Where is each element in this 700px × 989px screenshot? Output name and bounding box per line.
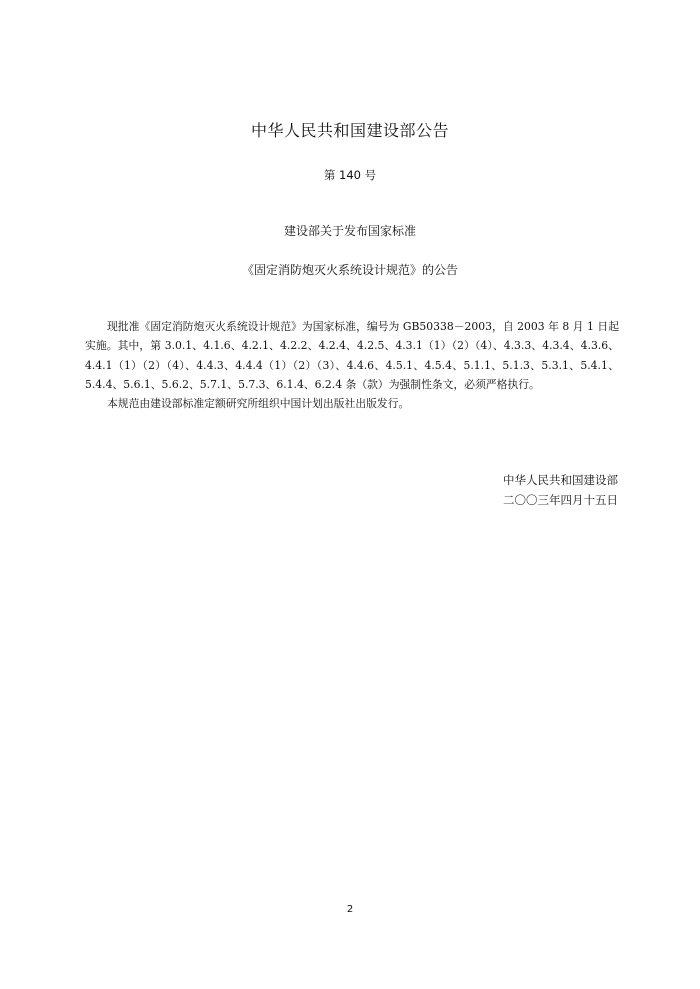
announcement-subtitle-line2: 《固定消防炮灭火系统设计规范》的公告 [241, 263, 458, 277]
announcement-subtitle-line1: 建设部关于发布国家标准 [283, 224, 416, 238]
announcement-body [85, 317, 619, 413]
announcement-number: 第 140 号 [323, 168, 377, 182]
body-paragraph-approval: 现批准《固定消防炮灭火系统设计规范》为国家标准，编号为 GB50338－2003，自 2003 年 8 月 1 日起实施。其中，第 3.0.1、4.1.6、4.2.1、4.2.2、4.2.4、4.2.5、4.3.1（1）（2）（4）、4.3.3、4.3.4、4.3.6、4.4.1（1）（2）（4）、4.4.3、4.4.4（1）（2）（3）、4.4.6、4.5.1、4.5.4、5.1.1、5.1.3、5.3.1、5.4.1、5.4.4、5.6.1、5.6.2、5.7.1、5.7.3、6.1.4、6.2.4 条（款）为强制性条文，必须严格执行。 [85, 320, 619, 391]
signature-organization: 中华人民共和国建设部 [503, 473, 618, 487]
signature-date: 二〇〇三年四月十五日 [503, 493, 618, 507]
page-number: 2 [346, 904, 354, 915]
body-paragraph-publisher: 本规范由建设部标准定额研究所组织中国计划出版社出版发行。 [107, 397, 410, 411]
signature-block [503, 470, 618, 510]
announcement-title: 中华人民共和国建设部公告 [250, 121, 449, 140]
